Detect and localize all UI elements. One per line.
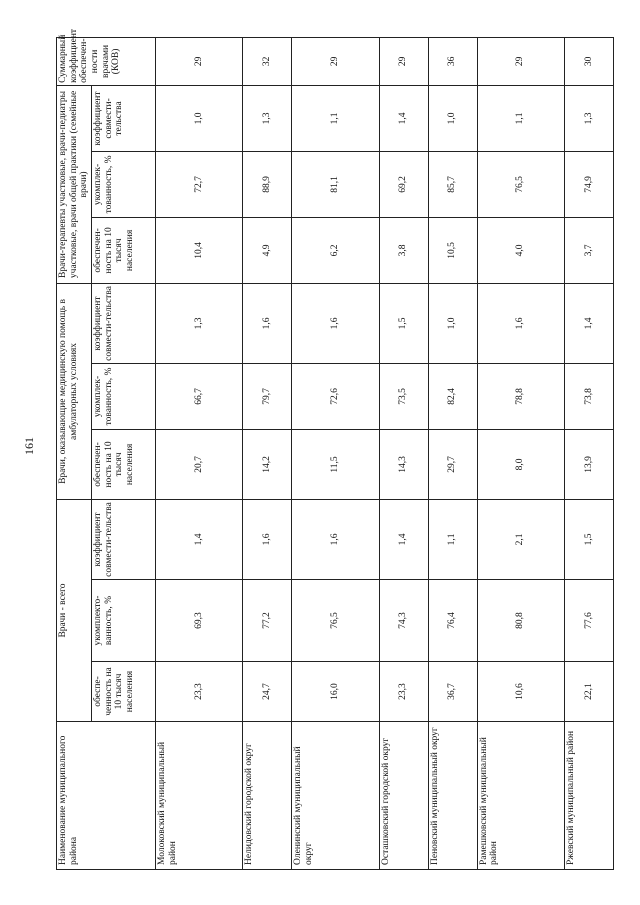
table-cell: 2,1 <box>477 499 564 579</box>
table-cell: 13,9 <box>564 429 613 499</box>
table-cell: 14,2 <box>243 429 292 499</box>
table-cell: 1,4 <box>155 499 242 579</box>
table-cell: 69,2 <box>379 151 428 217</box>
table-cell: 85,7 <box>428 151 477 217</box>
header-municipality: Наименование муниципального района <box>57 722 156 870</box>
table-cell: 1,5 <box>379 283 428 363</box>
table-row <box>477 37 564 869</box>
table-cell: 4,9 <box>243 217 292 283</box>
table-cell: 30 <box>564 37 613 85</box>
table-cell: 77,2 <box>243 580 292 662</box>
table-cell: 78,8 <box>477 363 564 429</box>
table-cell: 1,6 <box>243 283 292 363</box>
table-cell: 1,0 <box>428 283 477 363</box>
table-cell: 36,7 <box>428 662 477 722</box>
table-row <box>243 37 292 869</box>
doctors-supply-table <box>56 28 614 870</box>
rotated-table-container <box>56 28 614 870</box>
table-cell: 80,8 <box>477 580 564 662</box>
municipality-name: Молоковский муниципальный район <box>155 722 242 870</box>
table-cell: 1,4 <box>564 283 613 363</box>
table-cell: 36 <box>428 37 477 85</box>
table-cell: 1,3 <box>564 85 613 151</box>
table-cell: 10,5 <box>428 217 477 283</box>
municipality-name: Пеновский муниципальный округ <box>428 722 477 870</box>
municipality-name: Оленинский муниципальный округ <box>292 722 379 870</box>
table-cell: 82,4 <box>428 363 477 429</box>
page-number: 161 <box>22 437 36 455</box>
table-cell: 10,4 <box>155 217 242 283</box>
table-cell: 1,0 <box>428 85 477 151</box>
table-cell: 14,3 <box>379 429 428 499</box>
header-coef: коэффициент совмести-тельства <box>91 499 155 579</box>
table-cell: 74,3 <box>379 580 428 662</box>
table-cell: 74,9 <box>564 151 613 217</box>
header-summary: Суммарный коэффициент обеспечен-ности врачами (КОВ) <box>57 37 156 85</box>
table-cell: 77,6 <box>564 580 613 662</box>
municipality-name: Ржевский муниципальный район <box>564 722 613 870</box>
table-cell: 1,6 <box>243 499 292 579</box>
table-row <box>155 37 242 869</box>
table-cell: 1,6 <box>477 283 564 363</box>
table-cell: 23,3 <box>379 662 428 722</box>
municipality-name: Осташковский городской округ <box>379 722 428 870</box>
header-coef: коэффициент совмести-тельства <box>91 283 155 363</box>
table-cell: 88,9 <box>243 151 292 217</box>
table-cell: 72,6 <box>292 363 379 429</box>
table-cell: 73,5 <box>379 363 428 429</box>
table-cell: 29 <box>155 37 242 85</box>
header-staffing: укомплекто-ванность, % <box>91 580 155 662</box>
table-cell: 4,0 <box>477 217 564 283</box>
table-cell: 1,1 <box>428 499 477 579</box>
table-cell: 11,5 <box>292 429 379 499</box>
table-cell: 69,3 <box>155 580 242 662</box>
table-cell: 29,7 <box>428 429 477 499</box>
header-supply: обеспечен-ность на 10 тысяч населения <box>91 217 155 283</box>
municipality-name: Нелидовский городской округ <box>243 722 292 870</box>
table-cell: 1,3 <box>243 85 292 151</box>
table-cell: 16,0 <box>292 662 379 722</box>
municipality-name: Рамешковский муниципальный район <box>477 722 564 870</box>
table-cell: 1,4 <box>379 85 428 151</box>
header-group-district: Врачи-терапевты участковые, врачи-педиатры участковые, врачи общей практики (семейные врачи) <box>57 85 92 283</box>
table-cell: 32 <box>243 37 292 85</box>
table-cell: 8,0 <box>477 429 564 499</box>
header-staffing: укомплек-тованность, % <box>91 151 155 217</box>
header-supply: обеспечен-ность на 10 тысяч населения <box>91 429 155 499</box>
table-cell: 3,7 <box>564 217 613 283</box>
table-cell: 81,1 <box>292 151 379 217</box>
table-row <box>379 37 428 869</box>
header-coef: коэффициент совмести-тельства <box>91 85 155 151</box>
table-row <box>292 37 379 869</box>
table-cell: 10,6 <box>477 662 564 722</box>
table-cell: 24,7 <box>243 662 292 722</box>
table-cell: 76,5 <box>477 151 564 217</box>
table-cell: 79,7 <box>243 363 292 429</box>
table-cell: 20,7 <box>155 429 242 499</box>
header-group-all: Врачи - всего <box>57 499 92 721</box>
table-cell: 29 <box>477 37 564 85</box>
table-cell: 29 <box>379 37 428 85</box>
header-staffing: укомплек-тованность, % <box>91 363 155 429</box>
table-cell: 76,5 <box>292 580 379 662</box>
table-row <box>428 37 477 869</box>
table-cell: 1,0 <box>155 85 242 151</box>
table-cell: 76,4 <box>428 580 477 662</box>
table-cell: 1,1 <box>477 85 564 151</box>
table-cell: 1,6 <box>292 499 379 579</box>
table-cell: 66,7 <box>155 363 242 429</box>
table-cell: 1,3 <box>155 283 242 363</box>
table-cell: 1,5 <box>564 499 613 579</box>
table-row <box>564 37 613 869</box>
table-cell: 23,3 <box>155 662 242 722</box>
table-cell: 1,6 <box>292 283 379 363</box>
table-cell: 6,2 <box>292 217 379 283</box>
table-cell: 72,7 <box>155 151 242 217</box>
header-group-outpatient: Врачи, оказывающие медицинскую помощь в амбулаторных условиях <box>57 283 92 499</box>
table-cell: 29 <box>292 37 379 85</box>
table-cell: 22,1 <box>564 662 613 722</box>
table-cell: 3,8 <box>379 217 428 283</box>
header-supply: обеспе-ченность на 10 тысяч населения <box>91 662 155 722</box>
table-cell: 73,8 <box>564 363 613 429</box>
table-cell: 1,1 <box>292 85 379 151</box>
table-cell: 1,4 <box>379 499 428 579</box>
